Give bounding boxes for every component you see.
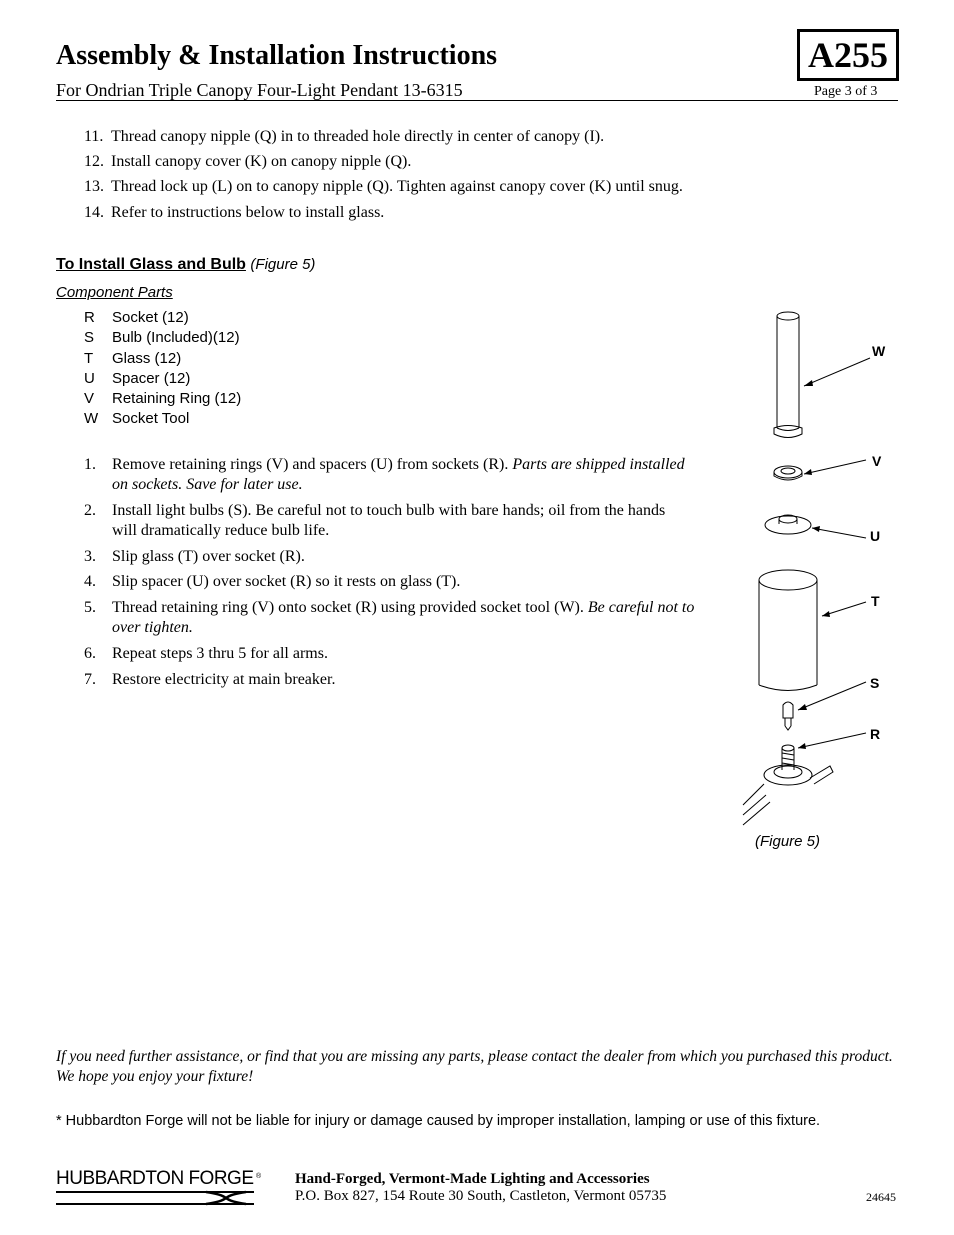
part-letter: W (84, 410, 99, 427)
spacer-illustration (765, 515, 811, 534)
company-tagline: Hand-Forged, Vermont-Made Lighting and Accessories (295, 1171, 650, 1187)
svg-text:®: ® (256, 1173, 262, 1180)
step-text: Slip glass (T) over socket (R). (112, 548, 305, 565)
document-code-box: A255 (797, 29, 899, 81)
figure-caption: (Figure 5) (755, 833, 821, 850)
part-name: Retaining Ring (12) (112, 390, 242, 407)
figure-label-r: R (870, 726, 881, 742)
part-name: Spacer (12) (112, 370, 191, 387)
figure-label-s: S (870, 675, 880, 691)
step-number: 14. (84, 204, 104, 221)
part-name: Bulb (Included)(12) (112, 329, 240, 346)
document-number: 24645 (866, 1190, 896, 1204)
step-number: 5. (84, 599, 96, 616)
step-text (112, 598, 702, 638)
step-number: 1. (84, 456, 96, 473)
part-letter: T (84, 350, 94, 367)
step-text: Refer to instructions below to install glass. (111, 204, 385, 221)
step-main-text: Remove retaining rings (V) and spacers (U) from sockets (R). (112, 456, 509, 473)
company-address: P.O. Box 827, 154 Route 30 South, Castleton, Vermont 05735 (295, 1188, 667, 1204)
step-number: 12. (84, 153, 104, 170)
step-number: 6. (84, 645, 96, 662)
step-text: Install canopy cover (K) on canopy nipple (Q). (111, 153, 412, 170)
logo-wordmark: HUBBARDTON FORGE (56, 1168, 254, 1189)
retaining-ring-illustration (774, 466, 802, 480)
part-name: Socket Tool (112, 410, 190, 427)
header-divider (56, 100, 898, 101)
step-number: 2. (84, 502, 96, 519)
page-subtitle: For Ondrian Triple Canopy Four-Light Pendant 13-6315 (56, 80, 463, 100)
socket-illustration (743, 745, 833, 825)
step-number: 7. (84, 671, 96, 688)
figure-label-u: U (870, 528, 881, 544)
step-text: Thread lock up (L) on to canopy nipple (Q). Tighten against canopy cover (K) until snug. (111, 178, 683, 195)
step-number: 3. (84, 548, 96, 565)
step-number: 11. (84, 128, 104, 145)
logo-tongs-graphic (56, 1168, 266, 1208)
assistance-note: If you need further assistance, or find that you are missing any parts, please contact the dealer from which you purchased this product. We hope you enjoy your fixture! (56, 1048, 893, 1085)
page-number: Page 3 of 3 (814, 84, 878, 99)
bulb-illustration (783, 702, 793, 730)
step-note: Be careful not to over tighten. (112, 599, 695, 636)
step-number: 13. (84, 178, 104, 195)
part-letter: V (84, 390, 95, 407)
leader-lines (798, 358, 870, 748)
figure-label-t: T (871, 593, 880, 609)
step-text: Slip spacer (U) over socket (R) so it rests on glass (T). (112, 573, 461, 590)
figure-label-w: W (872, 343, 886, 359)
glass-illustration (759, 570, 817, 691)
step-text (112, 455, 702, 495)
step-text: Install light bulbs (S). Be careful not to touch bulb with bare hands; oil from the hands will dramatically reduce bulb life. (112, 502, 666, 539)
part-letter: R (84, 309, 95, 326)
step-main-text: Thread retaining ring (V) onto socket (R) using provided socket tool (W). (112, 599, 584, 616)
step-note: Parts are shipped installed on sockets. Save for later use. (112, 456, 685, 493)
exploded-view-diagram (738, 300, 898, 830)
part-letter: S (84, 329, 95, 346)
step-number: 4. (84, 573, 96, 590)
step-text: Repeat steps 3 thru 5 for all arms. (112, 645, 328, 662)
section-heading (56, 256, 315, 274)
figure-label-v: V (872, 453, 882, 469)
step-text: Thread canopy nipple (Q) in to threaded hole directly in center of canopy (I). (111, 128, 605, 145)
component-parts-heading: Component Parts (56, 284, 173, 301)
section-heading-text: To Install Glass and Bulb (56, 256, 246, 273)
step-text: Restore electricity at main breaker. (112, 671, 336, 688)
page-title: Assembly & Installation Instructions (56, 40, 498, 71)
part-name: Glass (12) (112, 350, 182, 367)
part-name: Socket (12) (112, 309, 189, 326)
disclaimer: * Hubbardton Forge will not be liable for injury or damage caused by improper installation, lamping or use of this fixture. (56, 1113, 821, 1129)
socket-tool-illustration (774, 312, 802, 438)
figure-reference: (Figure 5) (250, 256, 316, 273)
part-letter: U (84, 370, 95, 387)
